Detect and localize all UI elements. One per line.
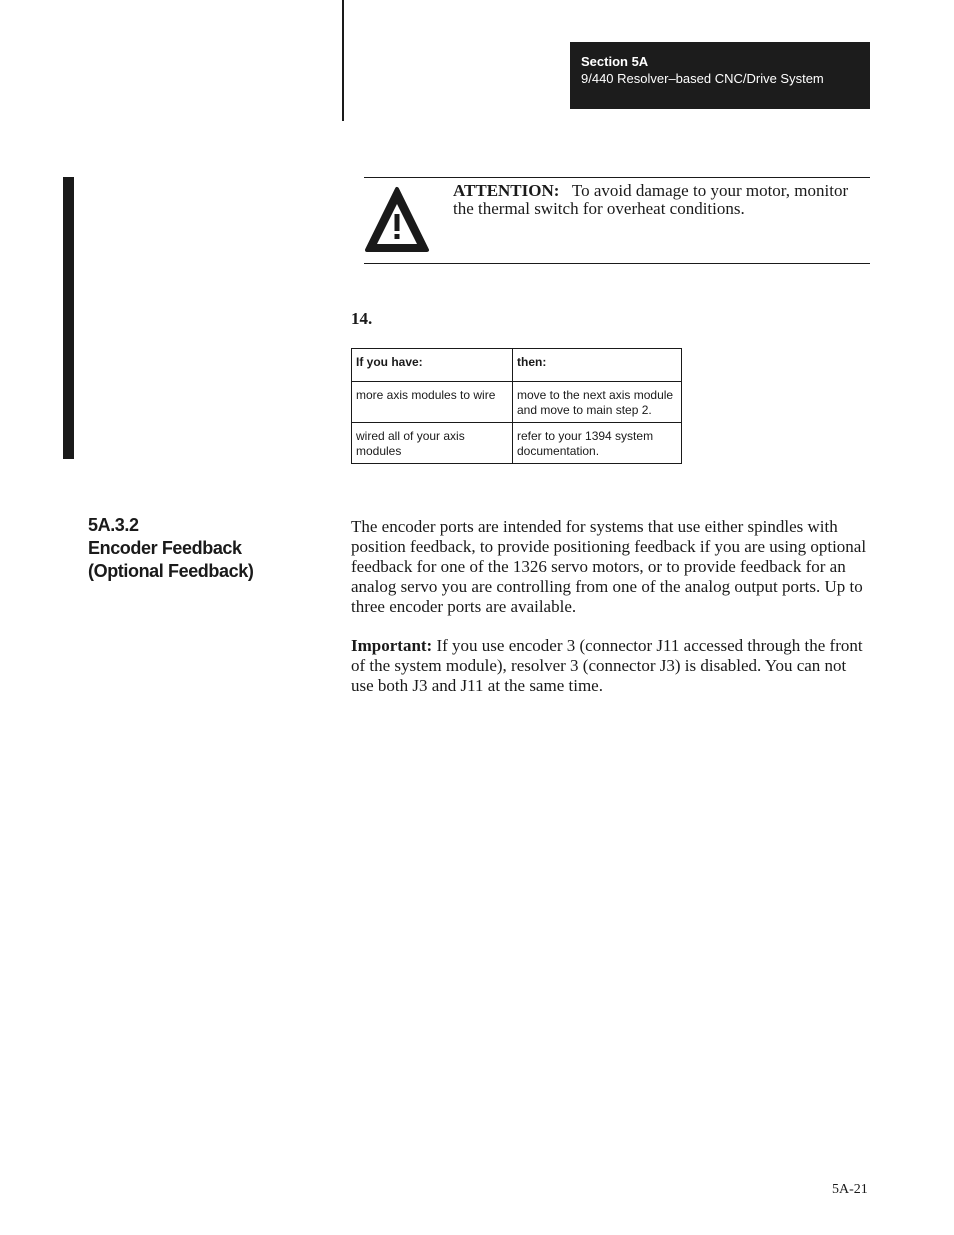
section-label: Section 5A (581, 54, 649, 69)
body-text (351, 517, 871, 715)
warning-triangle-icon (364, 186, 430, 254)
attention-text (453, 182, 863, 218)
attention-message: To avoid damage to your motor, monitor the thermal switch for overheat conditions. (453, 181, 849, 218)
attention-label: ATTENTION: (453, 181, 560, 200)
important-label: Important: (351, 636, 433, 655)
top-divider-line (342, 0, 344, 121)
section-number: 5A.3.2 (88, 515, 139, 535)
section-title-line2: (Optional Feedback) (88, 561, 254, 581)
table-row (352, 382, 682, 423)
section-subtitle: 9/440 Resolver–based CNC/Drive System (581, 71, 824, 86)
table-header-action: then: (513, 349, 682, 382)
section-heading (88, 514, 328, 583)
table-header-condition: If you have: (352, 349, 513, 382)
section-title-line1: Encoder Feedback (88, 538, 242, 558)
table-cell: move to the next axis module and move to main step 2. (513, 382, 682, 423)
table-cell: more axis modules to wire (352, 382, 513, 423)
decision-table (351, 348, 682, 464)
attention-notice (364, 177, 870, 264)
body-paragraph: The encoder ports are intended for systems that use either spindles with position feedback, to provide positioning feedback if you are using optional feedback for one of the 1326 servo motors, or to provide feedback for an analog servo you are controlling from one of the analog output ports. Up to three encoder ports are available. (351, 517, 867, 616)
page-number: 5A-21 (832, 1182, 868, 1197)
section-header (570, 42, 870, 109)
table-header-row (352, 349, 682, 382)
important-paragraph (351, 636, 871, 696)
table-cell: refer to your 1394 system documentation. (513, 423, 682, 464)
important-text: If you use encoder 3 (connector J11 accessed through the front of the system module), resolver 3 (connector J3) is disabled. You can not use both J3 and J11 at the same time. (351, 636, 863, 695)
table-cell: wired all of your axis modules (352, 423, 513, 464)
step-number: 14. (351, 309, 373, 328)
change-bar (63, 177, 74, 459)
table-row (352, 423, 682, 464)
